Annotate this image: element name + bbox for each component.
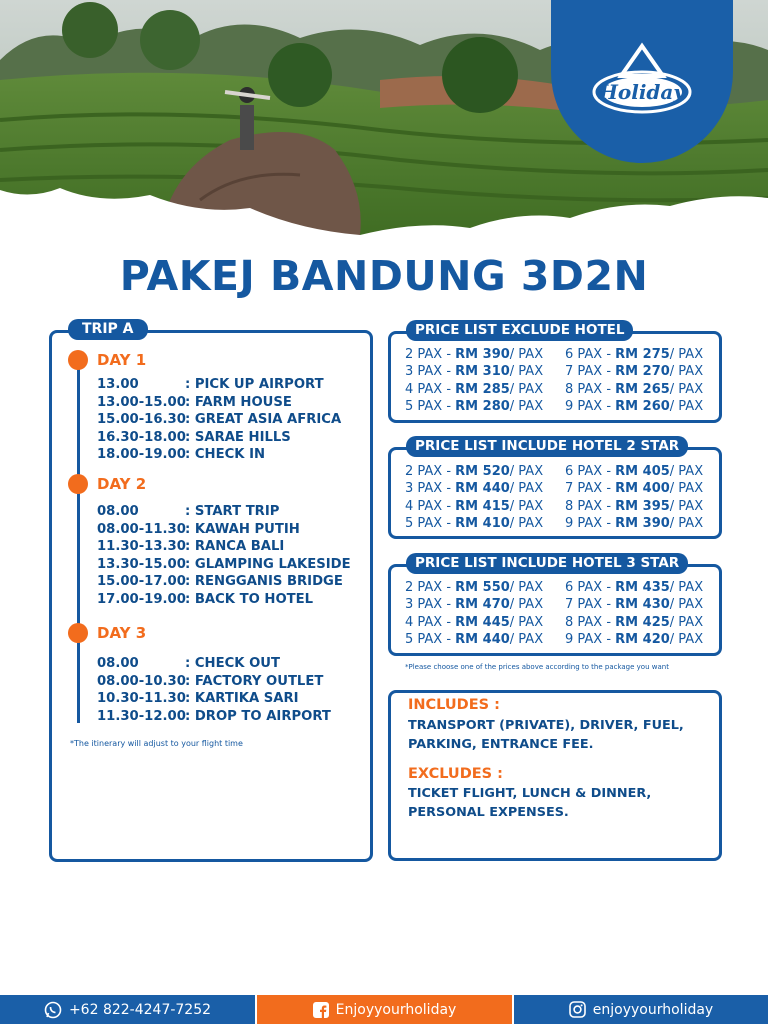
price-row: 3 PAX - RM 470/ PAX — [405, 597, 544, 613]
holiday-logo-icon — [587, 42, 697, 122]
price-row: 6 PAX - RM 435/ PAX — [565, 580, 704, 595]
price-list-3star-right — [565, 579, 703, 648]
price-row: 8 PAX - RM 425/ PAX — [565, 614, 704, 630]
schedule-row: 08.00-10.30 : FACTORY OUTLET — [97, 673, 324, 689]
facebook-handle: Enjoyyourholiday — [335, 1001, 457, 1018]
day-2-dot — [68, 474, 88, 494]
price-row: 5 PAX - RM 410/ PAX — [405, 515, 544, 531]
phone-number: +62 822-4247-7252 — [68, 1001, 212, 1018]
schedule-row: 18.00-19.00 : CHECK IN — [97, 447, 266, 462]
schedule-row: 13.30-15.00 : GLAMPING LAKESIDE — [97, 556, 351, 572]
price-note: *Please choose one of the prices above according to the package you want — [405, 663, 669, 671]
logo-wordmark: Holiday — [599, 79, 685, 104]
price-list-2star-tag: PRICE LIST INCLUDE HOTEL 2 STAR — [406, 436, 688, 457]
price-list-exclude-left — [405, 346, 543, 415]
price-list-2star-left — [405, 463, 543, 532]
price-row: 2 PAX - RM 550/ PAX — [405, 580, 544, 595]
price-list-3star-left — [405, 579, 543, 648]
schedule-row: 11.30-13.30 : RANCA BALI — [97, 539, 285, 554]
price-list-exclude-right — [565, 346, 703, 415]
price-row: 8 PAX - RM 395/ PAX — [565, 498, 704, 514]
schedule-row: 11.30-12.00 : DROP TO AIRPORT — [97, 708, 331, 724]
price-row: 7 PAX - RM 270/ PAX — [565, 364, 704, 380]
schedule-row: 15.00-16.30 : GREAT ASIA AFRICA — [97, 412, 342, 427]
day-2-label: DAY 2 — [97, 475, 147, 493]
price-row: 9 PAX - RM 390/ PAX — [565, 515, 704, 531]
hero-banner — [0, 0, 768, 245]
price-row: 9 PAX - RM 260/ PAX — [565, 398, 704, 414]
schedule-row: 08.00-11.30 : KAWAH PUTIH — [97, 521, 300, 537]
price-row: 2 PAX - RM 520/ PAX — [405, 464, 544, 479]
price-row: 6 PAX - RM 405/ PAX — [565, 464, 704, 479]
day-3-schedule — [97, 655, 331, 725]
day-1-label: DAY 1 — [97, 351, 147, 369]
whatsapp-icon — [44, 1001, 62, 1019]
price-row: 6 PAX - RM 275/ PAX — [565, 347, 704, 362]
schedule-row: 08.00 : START TRIP — [97, 504, 280, 519]
day-1-schedule — [97, 376, 341, 464]
footer-facebook[interactable] — [257, 995, 512, 1024]
instagram-handle: enjoyyourholiday — [592, 1001, 714, 1018]
price-row: 4 PAX - RM 285/ PAX — [405, 381, 544, 397]
price-row: 7 PAX - RM 400/ PAX — [565, 481, 704, 497]
schedule-row: 13.00 : PICK UP AIRPORT — [97, 377, 324, 392]
price-row: 7 PAX - RM 430/ PAX — [565, 597, 704, 613]
price-row: 3 PAX - RM 310/ PAX — [405, 364, 544, 380]
price-list-2star-right — [565, 463, 703, 532]
trip-tag: TRIP A — [68, 319, 148, 340]
price-row: 4 PAX - RM 445/ PAX — [405, 614, 544, 630]
footer-phone[interactable] — [0, 995, 255, 1024]
price-row: 2 PAX - RM 390/ PAX — [405, 347, 544, 362]
day-3-dot — [68, 623, 88, 643]
schedule-row: 13.00-15.00 : FARM HOUSE — [97, 394, 292, 410]
footer-instagram[interactable] — [514, 995, 768, 1024]
schedule-row: 08.00 : CHECK OUT — [97, 656, 280, 671]
day-1-dot — [68, 350, 88, 370]
price-row: 5 PAX - RM 280/ PAX — [405, 398, 544, 414]
price-list-3star-tag: PRICE LIST INCLUDE HOTEL 3 STAR — [406, 553, 688, 574]
excludes-title: EXCLUDES : — [408, 766, 503, 782]
price-row: 4 PAX - RM 415/ PAX — [405, 498, 544, 514]
price-row: 3 PAX - RM 440/ PAX — [405, 481, 544, 497]
price-row: 9 PAX - RM 420/ PAX — [565, 631, 704, 647]
price-row: 8 PAX - RM 265/ PAX — [565, 381, 704, 397]
price-list-exclude-tag: PRICE LIST EXCLUDE HOTEL — [406, 320, 633, 341]
contact-footer — [0, 995, 768, 1024]
schedule-row: 15.00-17.00 : RENGGANIS BRIDGE — [97, 574, 343, 589]
timeline-line — [77, 358, 80, 723]
day-3-label: DAY 3 — [97, 624, 147, 642]
day-2-schedule — [97, 503, 351, 608]
schedule-row: 17.00-19.00 : BACK TO HOTEL — [97, 591, 314, 607]
includes-text: TRANSPORT (PRIVATE), DRIVER, FUEL, PARKING, ENTRANCE FEE. — [408, 718, 684, 752]
facebook-icon — [313, 1002, 329, 1018]
itinerary-note: *The itinerary will adjust to your flight time — [70, 739, 243, 748]
includes-title: INCLUDES : — [408, 697, 500, 713]
instagram-icon — [569, 1001, 586, 1018]
schedule-row: 10.30-11.30 : KARTIKA SARI — [97, 691, 299, 706]
excludes-text: TICKET FLIGHT, LUNCH & DINNER, PERSONAL EXPENSES. — [408, 786, 652, 820]
page-title: PAKEJ BANDUNG 3D2N — [119, 252, 649, 300]
price-row: 5 PAX - RM 440/ PAX — [405, 631, 544, 647]
schedule-row: 16.30-18.00 : SARAE HILLS — [97, 429, 291, 445]
